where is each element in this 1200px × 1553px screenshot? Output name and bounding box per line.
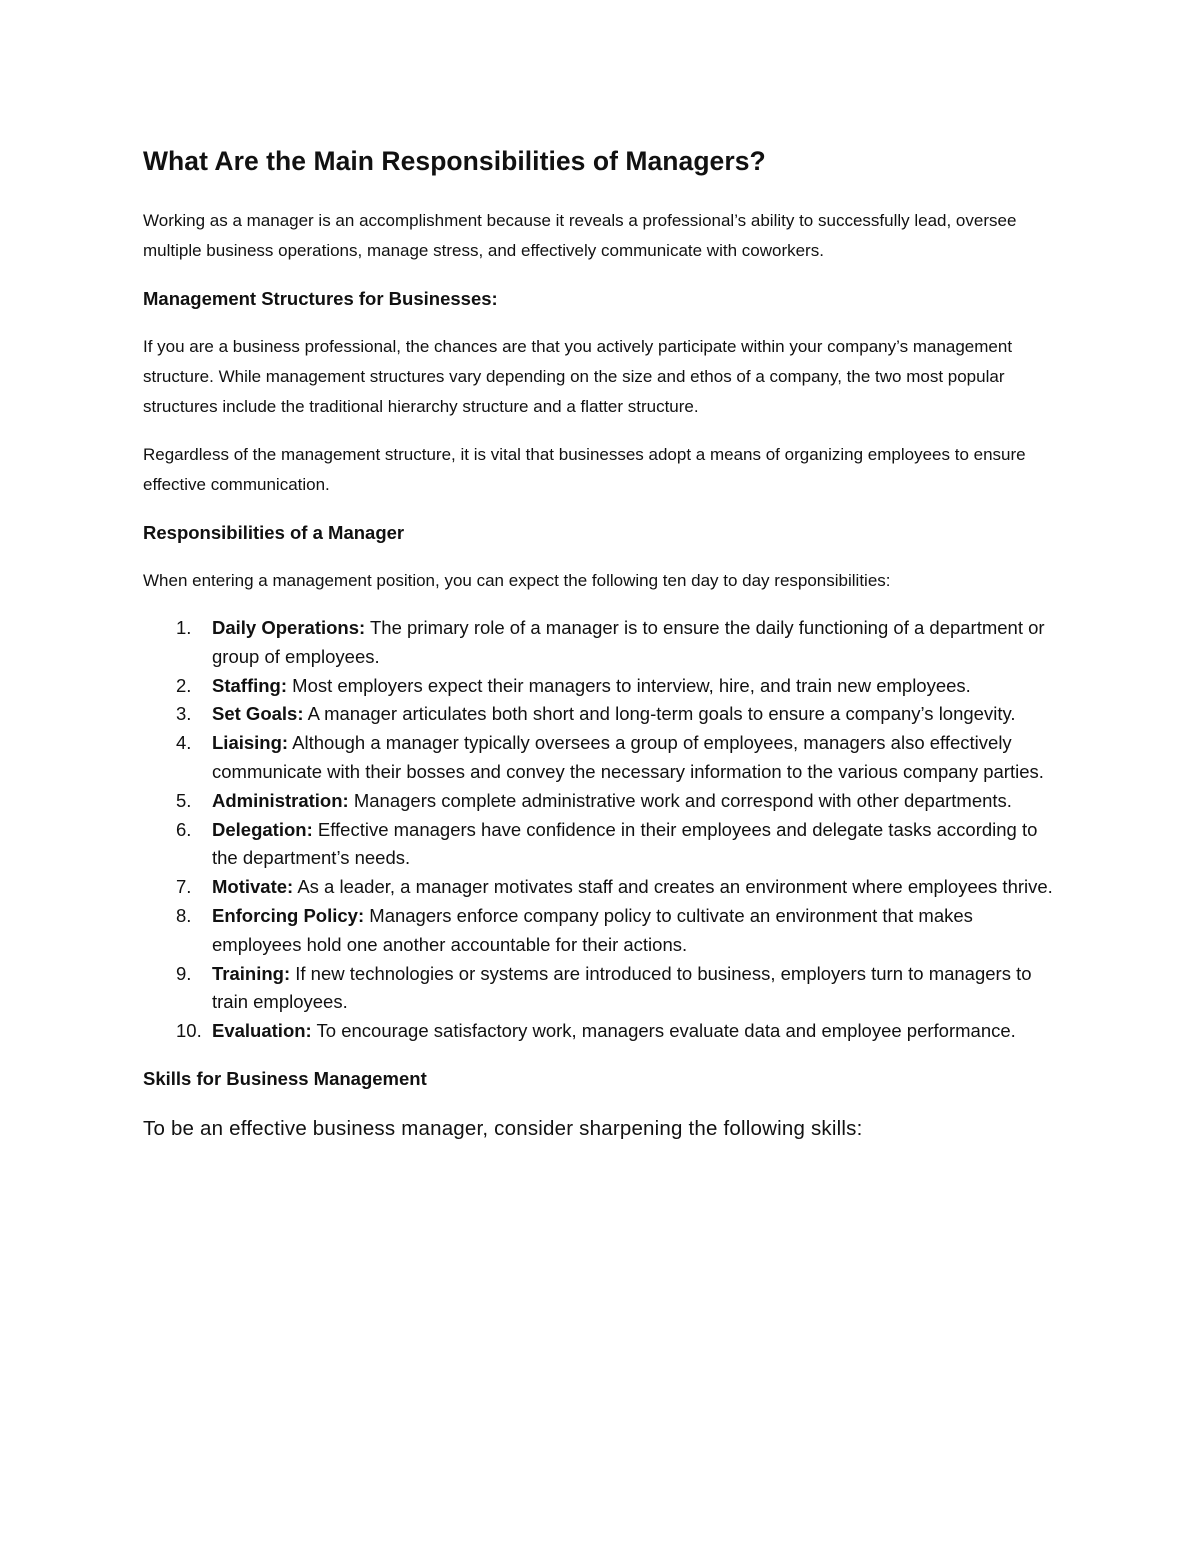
list-item bbox=[143, 902, 1063, 960]
list-item-number: 6. bbox=[176, 818, 192, 840]
list-item-term: Staffing: bbox=[212, 674, 288, 696]
list-item-text: Although a manager typically oversees a group of employees, managers also effectively communicate with their bosses and convey the necessary information to the various company parties. bbox=[212, 732, 1044, 782]
list-item-term: Training: bbox=[212, 962, 291, 984]
list-item-term: Administration: bbox=[212, 789, 349, 811]
document-content bbox=[143, 140, 1063, 1146]
document-title: What Are the Main Responsibilities of Managers? bbox=[143, 146, 766, 176]
list-item-number: 10. bbox=[176, 1020, 202, 1042]
list-item-term: Set Goals: bbox=[212, 703, 304, 725]
list-item-term: Enforcing Policy: bbox=[212, 904, 365, 926]
list-item-text: Managers complete administrative work and correspond with other departments. bbox=[348, 789, 1012, 811]
list-item bbox=[143, 960, 1063, 1018]
list-item-number: 5. bbox=[176, 789, 192, 811]
list-item-number: 9. bbox=[176, 962, 192, 984]
list-item-term: Motivate: bbox=[212, 876, 294, 898]
list-item bbox=[143, 729, 1063, 787]
skills-lead: To be an effective business manager, consider sharpening the following skills: bbox=[143, 1116, 863, 1140]
list-item-text: The primary role of a manager is to ensure the daily functioning of a department or group of employees. bbox=[212, 617, 1045, 667]
section-heading-responsibilities: Responsibilities of a Manager bbox=[143, 522, 405, 543]
list-item bbox=[143, 700, 1063, 729]
list-item bbox=[143, 1017, 1063, 1046]
list-item-number: 3. bbox=[176, 703, 192, 725]
list-item bbox=[143, 873, 1063, 902]
list-item bbox=[143, 787, 1063, 816]
list-item-text: Most employers expect their managers to interview, hire, and train new employees. bbox=[287, 674, 971, 696]
responsibilities-list bbox=[143, 614, 1063, 1046]
list-item bbox=[143, 816, 1063, 874]
list-item-term: Daily Operations: bbox=[212, 617, 366, 638]
list-item-number: 2. bbox=[176, 674, 192, 696]
list-item-text: To encourage satisfactory work, managers evaluate data and employee performance. bbox=[311, 1020, 1016, 1042]
list-item-text: Effective managers have confidence in their employees and delegate tasks according to the department’s needs. bbox=[212, 818, 1038, 869]
list-item-number: 7. bbox=[176, 876, 192, 898]
management-structures-paragraph-1: If you are a business professional, the chances are that you actively participate within your company’s management structure. While management structures vary depending on the size and ethos of a company, the two most popular structures include the traditional hierarchy structure and a flatter structure. bbox=[143, 337, 1013, 416]
section-heading-skills: Skills for Business Management bbox=[143, 1067, 427, 1089]
section-heading-management-structures: Management Structures for Businesses: bbox=[143, 288, 498, 309]
list-item-text: As a leader, a manager motivates staff and creates an environment where employees thrive. bbox=[293, 876, 1053, 898]
list-item bbox=[143, 672, 1063, 701]
list-item-text: If new technologies or systems are introduced to business, employers turn to managers to train employees. bbox=[212, 962, 1032, 1013]
management-structures-paragraph-2: Regardless of the management structure, it is vital that businesses adopt a means of organizing employees to ensure effective communication. bbox=[143, 445, 1026, 494]
intro-paragraph: Working as a manager is an accomplishment because it reveals a professional’s ability to successfully lead, oversee multiple business operations, manage stress, and effectively communicate with coworkers. bbox=[143, 211, 1017, 260]
list-item-term: Liaising: bbox=[212, 732, 289, 754]
responsibilities-lead: When entering a management position, you can expect the following ten day to day responsibilities: bbox=[143, 571, 891, 590]
list-item-number: 1. bbox=[176, 617, 192, 638]
list-item bbox=[143, 614, 1063, 672]
list-item-text: Managers enforce company policy to cultivate an environment that makes employees hold one another accountable for their actions. bbox=[212, 904, 973, 955]
list-item-term: Evaluation: bbox=[212, 1020, 312, 1042]
list-item-number: 4. bbox=[176, 732, 192, 754]
list-item-term: Delegation: bbox=[212, 818, 313, 840]
list-item-text: A manager articulates both short and long-term goals to ensure a company’s longevity. bbox=[303, 703, 1016, 725]
list-item-number: 8. bbox=[176, 904, 192, 926]
